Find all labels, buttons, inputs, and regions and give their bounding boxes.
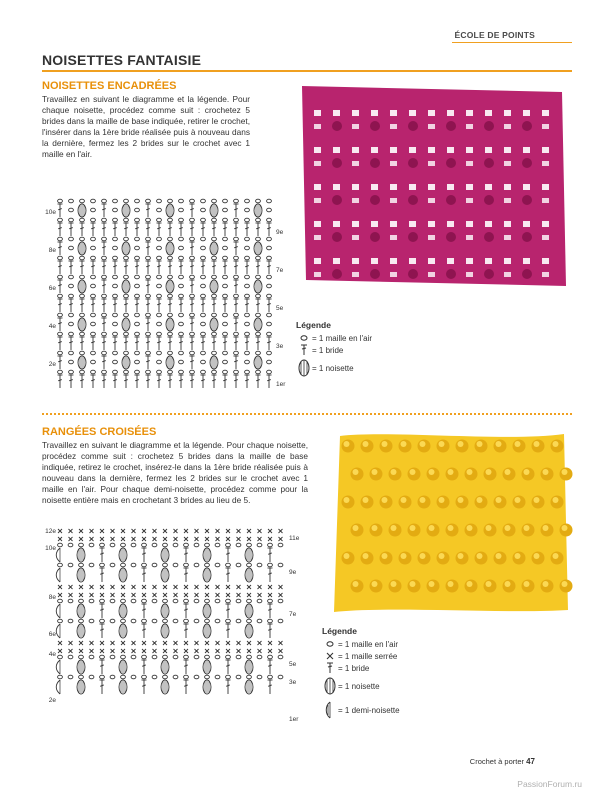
pattern2-instructions: Travaillez en suivant le diagramme et la légende. Pour chaque noisette, procédez comme suit : crochetez 5 brides dans la maille de base indiquée, retirez le crochet, insérez-le dans la 1ère bride réalisée puis à nouveau dans la dernière, fermez les 2 brides sur le crochet avec 1 maille en l'air. Pour chaque demi-noisette, procédez comme pour la noisette entière mais en crochetant 3 brides au lieu de 5.: [42, 440, 308, 505]
bobble-icon: [322, 675, 338, 697]
pattern1-swatch-photo: [296, 82, 568, 292]
row-number-label: 3e: [289, 679, 297, 686]
double-crochet-icon: [296, 344, 312, 356]
row-number-label: 6e: [48, 631, 56, 638]
legend-label: = 1 maille en l'air: [312, 333, 372, 343]
magazine-name: Crochet à porter: [469, 757, 524, 766]
row-number-label: 8e: [48, 594, 56, 601]
legend-item: [322, 638, 400, 650]
legend-item: [322, 650, 400, 662]
row-number-label: 4e: [48, 323, 56, 330]
legend-item: [296, 356, 372, 380]
legend-title: Légende: [322, 626, 357, 636]
legend-label: = 1 maille serrée: [338, 651, 398, 661]
row-number-label: 1er: [289, 716, 299, 723]
row-number-label: 3e: [276, 343, 284, 350]
legend-item: [296, 332, 372, 344]
row-number-label: 5e: [276, 305, 284, 312]
pattern2-swatch-photo: [328, 428, 573, 618]
page-title: NOISETTES FANTAISIE: [42, 52, 202, 68]
legend-label: = 1 bride: [312, 345, 344, 355]
row-number-label: 7e: [289, 611, 297, 618]
row-number-label: 11e: [289, 535, 300, 542]
legend-title: Légende: [296, 320, 331, 330]
section-tag: ÉCOLE DE POINTS: [454, 30, 535, 40]
row-number-label: 5e: [289, 661, 297, 668]
half-bobble-icon: [322, 699, 338, 721]
legend-item: [322, 662, 400, 674]
row-number-label: 7e: [276, 267, 284, 274]
chain-stitch-icon: [322, 640, 338, 648]
title-rule: [42, 70, 572, 72]
diagram2-symbols: [56, 529, 283, 694]
legend-label: = 1 noisette: [338, 681, 380, 691]
row-number-label: 9e: [289, 569, 297, 576]
row-number-label: 2e: [48, 361, 56, 368]
legend-item: [296, 344, 372, 356]
legend-label: = 1 noisette: [312, 363, 354, 373]
row-number-label: 4e: [48, 651, 56, 658]
section-tag-rule: [452, 42, 572, 43]
page-footer: [470, 757, 535, 766]
double-crochet-icon: [322, 662, 338, 674]
watermark: PassionForum.ru: [517, 779, 582, 789]
page-number: 47: [526, 757, 535, 766]
section-separator: [42, 413, 572, 415]
chain-stitch-icon: [296, 334, 312, 342]
row-number-label: 2e: [48, 697, 56, 704]
pattern1-title: NOISETTES ENCADRÉES: [42, 80, 177, 92]
pattern2-title: RANGÉES CROISÉES: [42, 426, 157, 438]
row-number-label: 8e: [48, 247, 56, 254]
legend-item: [322, 698, 400, 722]
row-number-label: 10e: [45, 545, 56, 552]
row-number-label: 12e: [45, 528, 56, 535]
pattern1-diagram: [42, 198, 287, 398]
pattern1-instructions: Travaillez en suivant le diagramme et la légende. Pour chaque noisette, procédez comme suit : crochetez 5 brides dans la maille de base indiquée, retirer le crochet, l'insérer dans la 1ère bride réalisée puis à nouveau dans la dernière, fermez les 2 brides sur le crochet avec 1 maille en l'air.: [42, 94, 250, 159]
pattern1-legend: [296, 320, 372, 380]
pattern2-diagram: [42, 526, 312, 746]
row-number-label: 9e: [276, 229, 284, 236]
legend-item: [322, 674, 400, 698]
bobble-icon: [296, 357, 312, 379]
legend-label: = 1 maille en l'air: [338, 639, 398, 649]
row-number-label: 10e: [45, 209, 56, 216]
row-number-label: 1er: [276, 381, 286, 388]
diagram1-symbols: [58, 199, 272, 388]
pattern2-legend: [322, 626, 400, 722]
legend-label: = 1 bride: [338, 663, 370, 673]
single-crochet-icon: [322, 651, 338, 661]
legend-label: = 1 demi-noisette: [338, 705, 400, 715]
row-number-label: 6e: [48, 285, 56, 292]
